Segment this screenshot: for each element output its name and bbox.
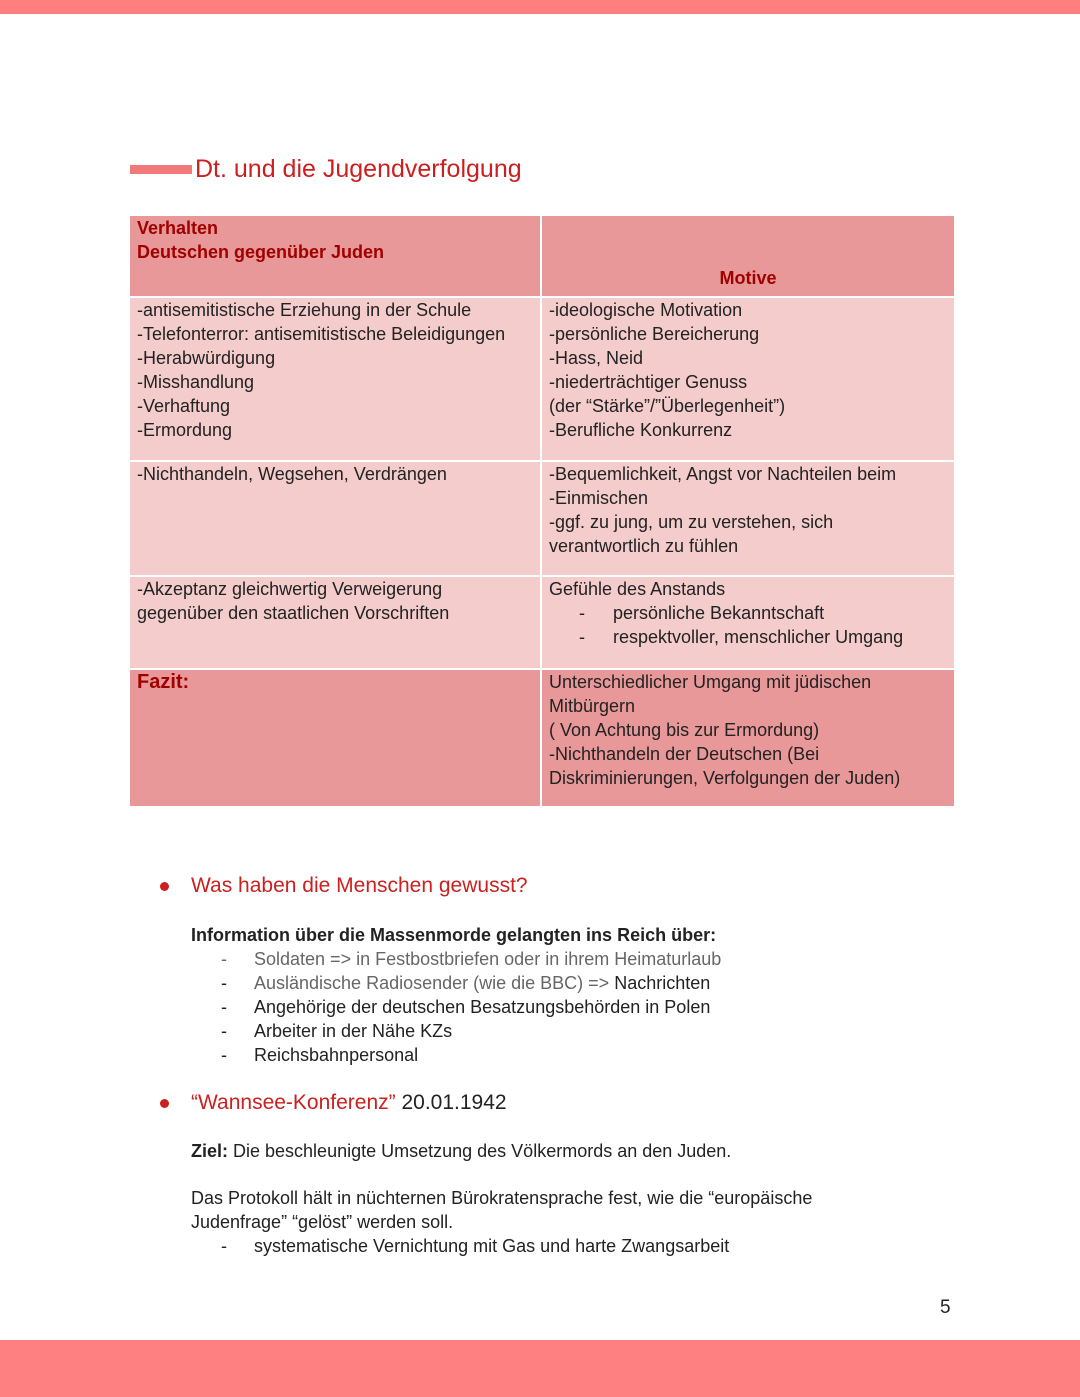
fazit-label: Fazit: [129, 669, 541, 807]
fazit-text: Unterschiedlicher Umgang mit jüdischen Mitbürgern ( Von Achtung bis zur Ermordung) -Nichthandeln der Deutschen (Bei Diskriminierungen, Verfolgungen der Juden) [541, 669, 955, 807]
row2-behavior: -Nichthandeln, Wegsehen, Verdrängen [129, 461, 541, 576]
row3-behavior: -Akzeptanz gleichwertig Verweigerung gegenüber den staatlichen Vorschriften [129, 576, 541, 669]
heading-text: Dt. und die Jugendverfolgung [195, 154, 522, 183]
table-row [129, 461, 955, 576]
behavior-motives-table [128, 214, 956, 808]
heading-rule [130, 165, 192, 174]
bullet-dot-icon [160, 1099, 169, 1108]
section-knowledge [160, 874, 721, 1067]
list-item: - persönliche Bekanntschaft [579, 603, 825, 623]
list-item: - Arbeiter in der Nähe KZs [221, 1021, 453, 1041]
row1-motives: -ideologische Motivation -persönliche Bereicherung -Hass, Neid -niederträchtiger Genuss (der “Stärke”/”Überlegenheit”) -Berufliche Konkurrenz [541, 297, 955, 461]
fazit-row [129, 669, 955, 807]
list-item: - Ausländische Radiosender (wie die BBC) => Nachrichten [221, 973, 711, 993]
bottom-accent-bar [0, 1340, 1080, 1397]
header-motives: Motive [541, 215, 955, 297]
row1-behavior: -antisemitistische Erziehung in der Schule -Telefonterror: antisemitistische Beleidigungen -Herabwürdigung -Misshandlung -Verhaftung -Ermordung [129, 297, 541, 461]
table-row [129, 297, 955, 461]
protocol-list [191, 1234, 812, 1258]
page-number: 5 [940, 1297, 951, 1318]
bullet-heading: “Wannsee-Konferenz” 20.01.1942 [160, 1091, 812, 1115]
bullet-dot-icon [160, 882, 169, 891]
section-heading [130, 152, 522, 186]
list-item: - Soldaten => in Festbostbriefen oder in ihrem Heimaturlaub [221, 949, 722, 969]
bullet-heading: Was haben die Menschen gewusst? [160, 874, 721, 898]
list-item: - respektvoller, menschlicher Umgang [579, 627, 904, 647]
table-row [129, 576, 955, 669]
info-list [191, 947, 721, 1067]
ziel-line: Ziel: Die beschleunigte Umsetzung des Völkermords an den Juden. [191, 1141, 732, 1161]
list-item: - Reichsbahnpersonal [221, 1045, 419, 1065]
header-behavior: Verhalten Deutschen gegenüber Juden [129, 215, 541, 297]
table-header-row [129, 215, 955, 297]
info-lead: Information über die Massenmorde gelangten ins Reich über: [191, 925, 717, 945]
row3-motives: Gefühle des Anstands - persönliche Bekanntschaft - respektvoller, menschlicher Umgang [541, 576, 955, 669]
list-item: - systematische Vernichtung mit Gas und harte Zwangsarbeit [221, 1236, 730, 1256]
top-accent-bar [0, 0, 1080, 14]
list-item: - Angehörige der deutschen Besatzungsbehörden in Polen [221, 997, 711, 1017]
protocol-text: Das Protokoll hält in nüchternen Bürokratensprache fest, wie die “europäische Judenfrage” “gelöst” werden soll. [191, 1188, 813, 1232]
section-wannsee [160, 1091, 812, 1258]
row2-motives: -Bequemlichkeit, Angst vor Nachteilen beim -Einmischen -ggf. zu jung, um zu verstehen, sich verantwortlich zu fühlen [541, 461, 955, 576]
